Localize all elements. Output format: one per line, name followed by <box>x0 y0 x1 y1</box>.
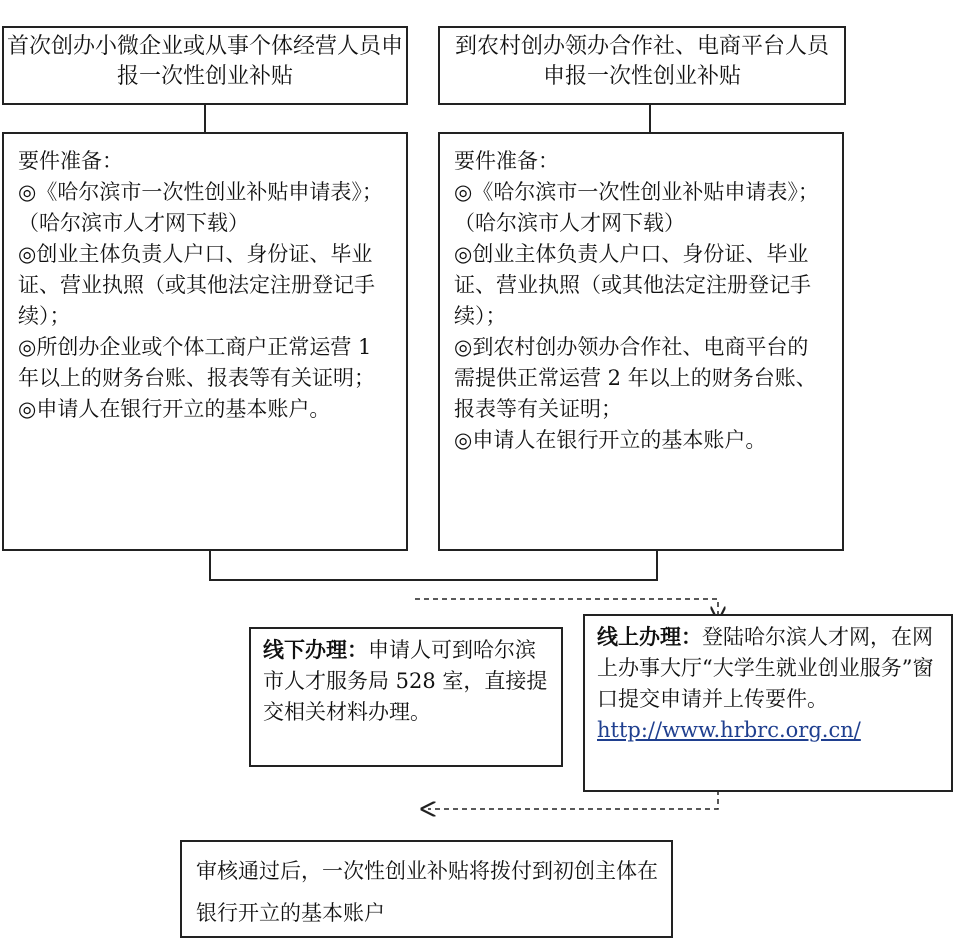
left-item-3: ◎所创办企业或个体工商户正常运营 1 年以上的财务台账、报表等有关证明； <box>18 335 375 390</box>
left-heading: 要件准备： <box>18 149 123 173</box>
offline-text: 申请人可到哈尔滨市人才服务局 528 室，直接提交相关材料办理。 <box>263 638 548 724</box>
left-title-text: 首次创办小微企业或从事个体经营人员申报一次性创业补贴 <box>6 34 403 89</box>
online-label: 线上办理： <box>597 625 702 649</box>
left-item-4: ◎申请人在银行开立的基本账户。 <box>18 397 331 421</box>
left-item-1: ◎《哈尔滨市一次性创业补贴申请表》；（哈尔滨市人才网下载） <box>18 180 383 235</box>
left-item-2: ◎创业主体负责人户口、身份证、毕业证、营业执照（或其他法定注册登记手续）； <box>18 242 375 328</box>
online-url-link[interactable]: http://www.hrbrc.org.cn/ <box>597 718 861 742</box>
final-box <box>180 840 673 938</box>
right-item-4: ◎申请人在银行开立的基本账户。 <box>454 428 767 452</box>
left-requirements-box <box>2 132 408 551</box>
right-item-3: ◎到农村创办领办合作社、电商平台的需提供正常运营 2 年以上的财务台账、报表等有关证明； <box>454 335 817 421</box>
online-box <box>583 614 953 792</box>
right-title-text: 到农村创办领办合作社、电商平台人员申报一次性创业补贴 <box>454 34 829 89</box>
left-title-box <box>2 26 408 105</box>
right-item-2: ◎创业主体负责人户口、身份证、毕业证、营业执照（或其他法定注册登记手续）； <box>454 242 811 328</box>
final-arrow <box>428 790 718 809</box>
right-heading: 要件准备： <box>454 149 559 173</box>
offline-box <box>249 627 563 767</box>
offline-label: 线下办理： <box>263 638 368 662</box>
right-item-1: ◎《哈尔滨市一次性创业补贴申请表》；（哈尔滨市人才网下载） <box>454 180 819 235</box>
online-arrow <box>415 599 718 614</box>
right-requirements-box <box>438 132 844 551</box>
right-title-box <box>438 26 846 105</box>
final-text: 审核通过后，一次性创业补贴将拨付到初创主体在银行开立的基本账户 <box>196 859 658 925</box>
online-text: 登陆哈尔滨人才网，在网上办事大厅“大学生就业创业服务”窗口提交申请并上传要件。 <box>597 625 934 711</box>
merge-connector <box>210 550 657 580</box>
